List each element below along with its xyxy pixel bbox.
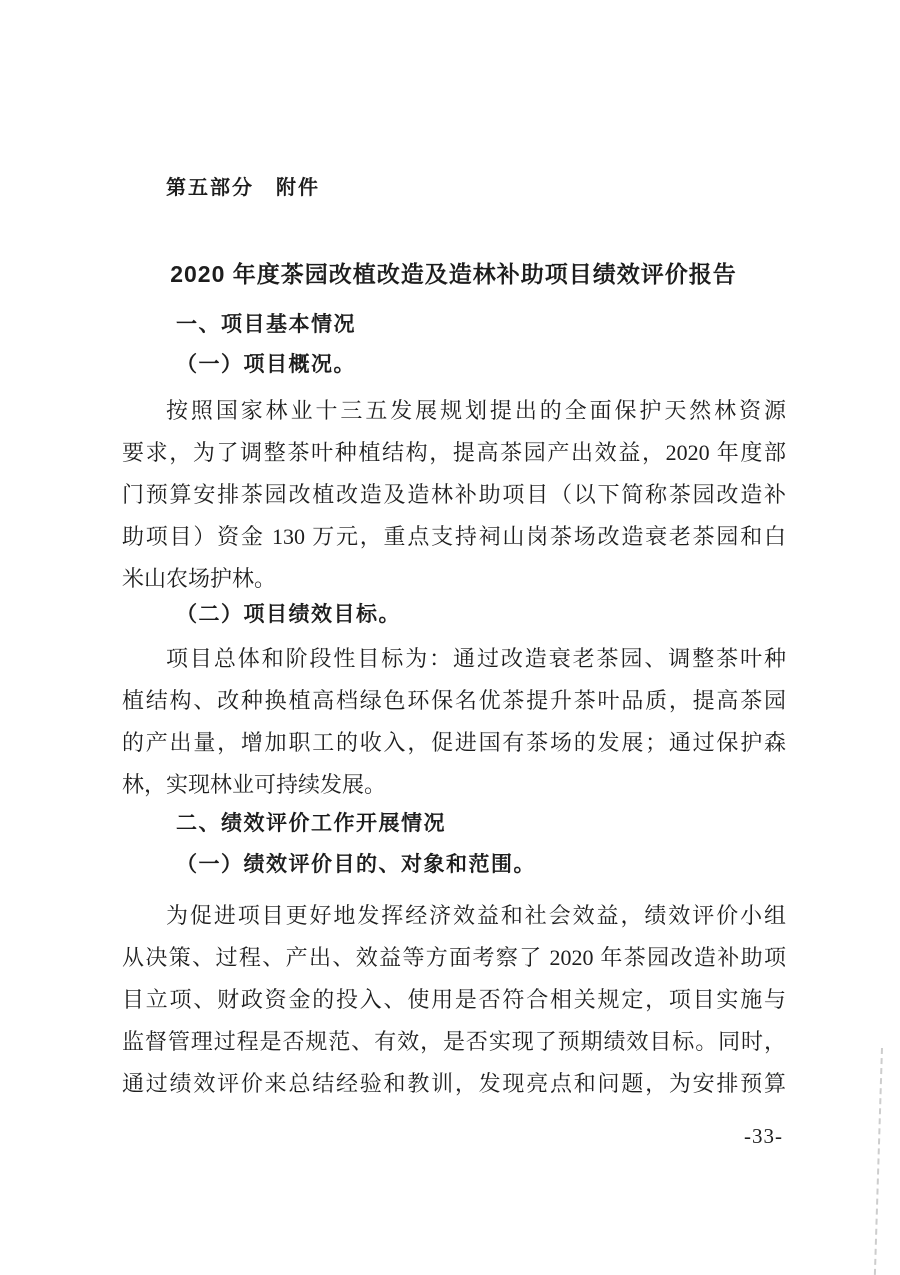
text-line: 按照国家林业十三五发展规划提出的全面保护天然林资源 xyxy=(166,398,786,423)
heading-section-2: 二、绩效评价工作开展情况 xyxy=(176,812,446,835)
heading-eval-purpose-scope: （一）绩效评价目的、对象和范围。 xyxy=(176,853,536,876)
text-line: 门预算安排茶园改植改造及造林补助项目（以下简称茶园改造补 xyxy=(122,482,786,507)
text-line: 助项目）资金 130 万元，重点支持祠山岗茶场改造衰老茶园和白 xyxy=(122,524,786,549)
part-label: 第五部分 附件 xyxy=(166,177,320,199)
heading-section-1: 一、项目基本情况 xyxy=(176,313,356,336)
text-line: 目立项、财政资金的投入、使用是否符合相关规定，项目实施与 xyxy=(122,987,786,1012)
paragraph-performance-goal xyxy=(122,638,786,806)
text-line: 监督管理过程是否规范、有效，是否实现了预期绩效目标。同时， xyxy=(122,1029,786,1054)
text-line: 的产出量，增加职工的收入，促进国有茶场的发展；通过保护森 xyxy=(122,730,786,755)
text-line: 要求，为了调整茶叶种植结构，提高茶园产出效益，2020 年度部 xyxy=(122,440,786,465)
heading-performance-goal: （二）项目绩效目标。 xyxy=(176,603,401,626)
text-line: 通过绩效评价来总结经验和教训，发现亮点和问题，为安排预算 xyxy=(122,1071,786,1096)
text-line: 植结构、改种换植高档绿色环保名优茶提升茶叶品质，提高茶园 xyxy=(122,688,786,713)
report-title: 2020 年度茶园改植改造及造林补助项目绩效评价报告 xyxy=(170,261,737,287)
scan-artifact-dashed-line xyxy=(874,1048,883,1275)
text-line: 从决策、过程、产出、效益等方面考察了 2020 年茶园改造补助项 xyxy=(122,945,786,970)
paragraph-project-overview xyxy=(122,390,786,600)
text-line: 林，实现林业可持续发展。 xyxy=(122,772,387,797)
text-line: 项目总体和阶段性目标为：通过改造衰老茶园、调整茶叶种 xyxy=(166,646,786,671)
text-line: 米山农场护林。 xyxy=(122,566,277,591)
text-line: 为促进项目更好地发挥经济效益和社会效益，绩效评价小组 xyxy=(166,903,786,928)
page-number: -33- xyxy=(744,1124,783,1148)
heading-project-overview: （一）项目概况。 xyxy=(176,353,356,376)
paragraph-eval-purpose xyxy=(122,895,786,1105)
